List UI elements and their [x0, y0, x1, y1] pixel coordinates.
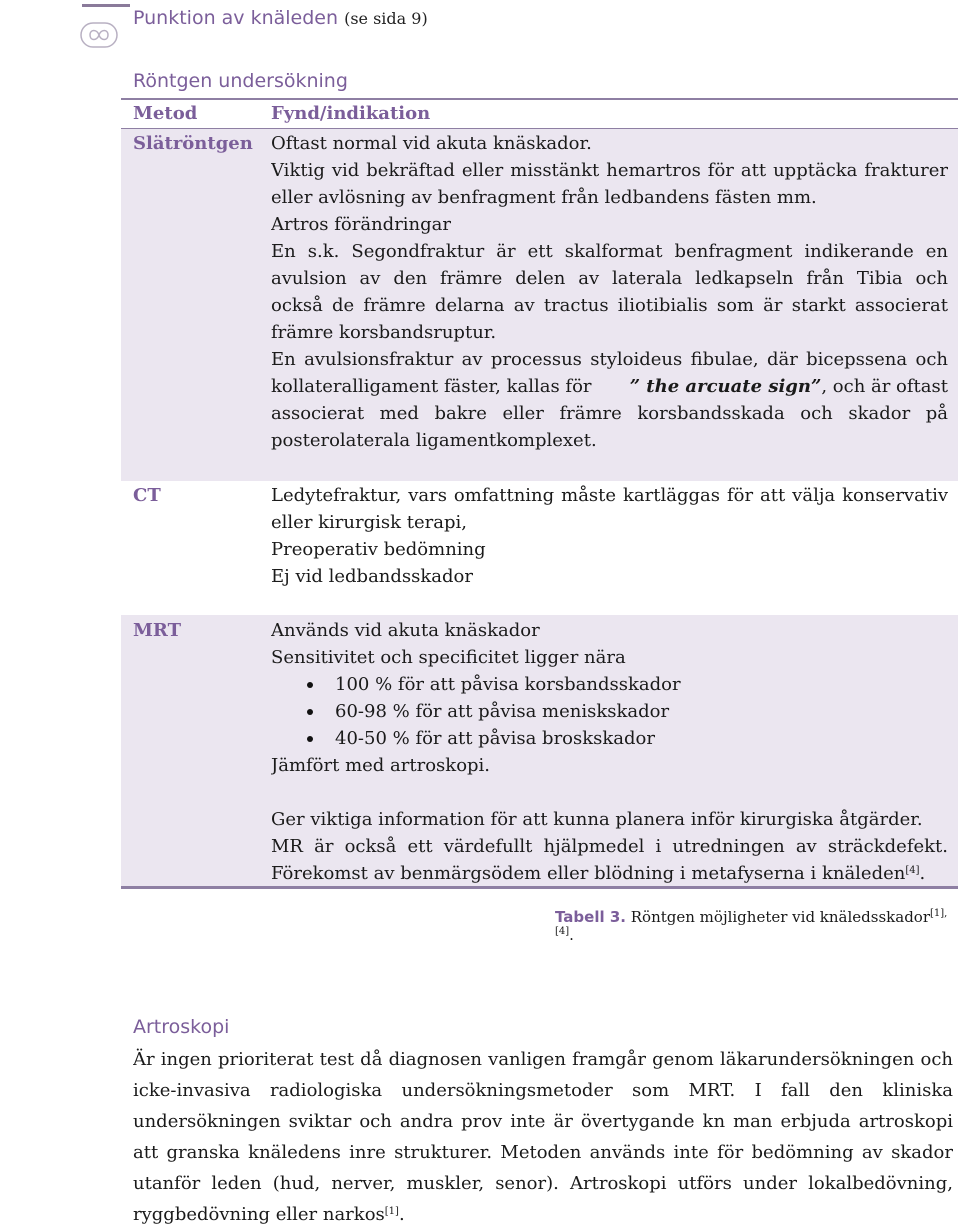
text-line: Artros förändringar: [271, 214, 451, 235]
table-caption: Tabell 3. Röntgen möjligheter vid knäledsskador[1],[4].: [555, 908, 948, 944]
bullet-icon: [307, 736, 313, 742]
arcuate-after: , och är oftast: [821, 376, 948, 397]
text-line: eller kirurgisk terapi,: [271, 512, 467, 533]
text-line: att granska knäledens inre strukturer. Metoden används inte för bedömning av skador: [133, 1142, 953, 1163]
infinity-icon: [80, 22, 118, 52]
page-ref: (se sida 9): [344, 9, 428, 28]
caption-label: Tabell 3.: [555, 908, 626, 926]
text-line: Sensitivitet och specificitet ligger nära: [271, 647, 626, 668]
artroskopi-paragraph: [133, 1044, 953, 1230]
row-text-ct: [271, 482, 948, 590]
spacer: [271, 779, 948, 806]
text-line: associerat med bakre eller främre korsbandsskada och skador på: [271, 403, 948, 424]
text-line-arcuate: [271, 373, 948, 400]
row-method-slatrontgen: Slätröntgen: [133, 133, 253, 154]
list-item: 60-98 % för att påvisa meniskskador: [271, 698, 948, 725]
text-line: Är ingen prioriterat test då diagnosen vanligen framgår genom läkarundersökningen och: [133, 1049, 953, 1070]
text-line: En avulsionsfraktur av processus styloideus fibulae, där bicepssena och: [271, 349, 948, 370]
text-line-last: ryggbedövning eller narkos[1].: [133, 1204, 405, 1225]
text-line: främre korsbandsruptur.: [271, 322, 497, 343]
arcuate-before: kollateralligament fäster, kallas för: [271, 376, 592, 397]
text-line: eller avlösning av benfragment från ledbandens fästen mm.: [271, 187, 817, 208]
column-header-finding: Fynd/indikation: [271, 103, 431, 124]
row-method-ct: CT: [133, 485, 161, 506]
reference: [4]: [905, 865, 920, 876]
bullet-icon: [307, 682, 313, 688]
text-line: icke-invasiva radiologiska undersökningsmetoder som MRT. I fall den kliniska: [133, 1080, 953, 1101]
text-line: Ledytefraktur, vars omfattning måste kartläggas för att välja konservativ: [271, 485, 948, 506]
header-rule: [82, 4, 130, 7]
text-line: Jämfört med artroskopi.: [271, 755, 491, 776]
text-line: Oftast normal vid akuta knäskador.: [271, 133, 592, 154]
text-line: Ger viktiga information för att kunna planera inför kirurgiska åtgärder.: [271, 809, 923, 830]
arcuate-sign: ” the arcuate sign”: [629, 376, 822, 397]
caption-reference: [1],[4]: [555, 908, 948, 937]
column-header-method: Metod: [133, 103, 198, 124]
row-method-mrt: MRT: [133, 620, 181, 641]
text-line: undersökningen sviktar och andra prov inte är övertygande kn man erbjuda artroskopi: [133, 1111, 953, 1132]
text-line: Används vid akuta knäskador: [271, 620, 540, 641]
text-line: Ej vid ledbandsskador: [271, 566, 473, 587]
page-title: Punktion av knäleden (se sida 9): [133, 7, 428, 29]
row-text-mrt: [271, 617, 948, 887]
artroskopi-title: Artroskopi: [133, 1016, 230, 1038]
text-line: också de främre delarna av tractus iliotibialis som är starkt associerat: [271, 295, 948, 316]
reference: [1]: [384, 1206, 399, 1217]
list-item: 40-50 % för att påvisa broskskador: [271, 725, 948, 752]
text-line-last: Förekomst av benmärgsödem eller blödning i metafyserna i knäleden[4].: [271, 863, 926, 884]
text-line: Preoperativ bedömning: [271, 539, 486, 560]
list-item: 100 % för att påvisa korsbandsskador: [271, 671, 948, 698]
text-line: avulsion av den främre delen av laterala ledkapseln från Tibia och: [271, 268, 948, 289]
table-top-rule: [121, 98, 958, 100]
text-line: posterolaterala ligamentkomplexet.: [271, 430, 597, 451]
caption-text: Röntgen möjligheter vid knäledsskador: [630, 908, 931, 926]
row-text-slatrontgen: [271, 130, 948, 454]
bullet-icon: [307, 709, 313, 715]
text-line: utanför leden (hud, nerver, muskler, senor). Artroskopi utförs under lokalbedövning,: [133, 1173, 953, 1194]
text-line: MR är också ett värdefullt hjälpmedel i utredningen av sträckdefekt.: [271, 836, 948, 857]
section-title: Röntgen undersökning: [133, 70, 348, 92]
text-line: En s.k. Segondfraktur är ett skalformat benfragment indikerande en: [271, 241, 948, 262]
text-line: Viktig vid bekräftad eller misstänkt hemartros för att upptäcka frakturer: [271, 160, 948, 181]
